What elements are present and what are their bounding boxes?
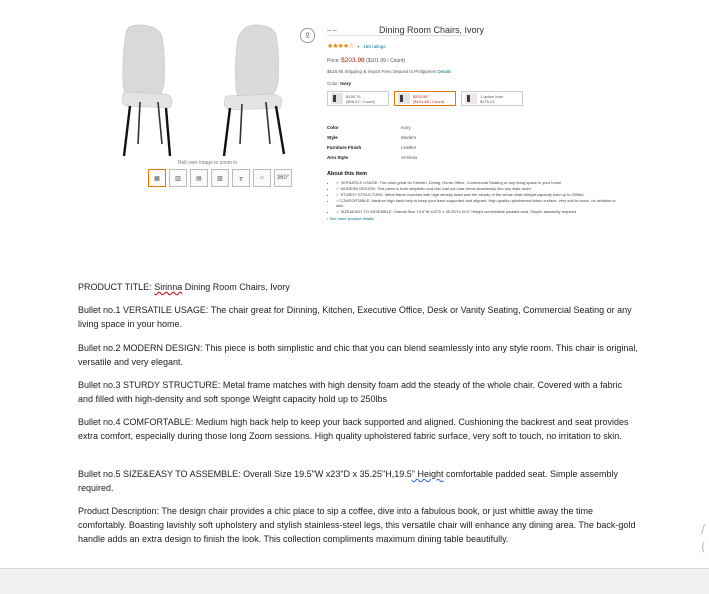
bullet5-part-a: Bullet no.5 SIZE&EASY TO ASSEMBLE: Overall Size 19.5"W x23"D x 35.25"H,19.5	[78, 469, 412, 479]
spec-row	[327, 133, 417, 143]
doc-bullet-4: Bullet no.4 COMFORTABLE: Medium high back help to keep your back supported and aligned. Cushioning the backrest and seat provides extra comfort, especially during those long Zoom sessions. High quality upholstered fabric surface, very soft to touch, no irritation to skin.	[78, 417, 629, 441]
about-bullet: • ✓ VERSATILE USAGE: The chair great for Kitchen, Dining, Home Office, Commercial Seating or any living space in your home.	[336, 180, 619, 186]
color-line	[327, 81, 351, 86]
product-title: Dining Room Chairs, Ivory	[379, 25, 485, 35]
see-more-link[interactable]: › See more product details	[327, 215, 374, 221]
right-edge-marks	[701, 520, 706, 556]
about-bullet: • ✓ STURDY STRUCTURE: Metal frame matches with high density foam add the steady of the whole chair.Weight capacity hold up to 250lbs	[336, 192, 619, 198]
option-per: ($06.67 / Count)	[346, 98, 375, 104]
doc-bullet-1: Bullet no.1 VERSATILE USAGE: The chair great for Dinning, Kitchen, Executive Office, Desk or Vanity Seating, Commercial Seating or any living space in your home.	[78, 305, 632, 329]
thumbnail-2[interactable]: ▥	[169, 169, 187, 187]
share-icon[interactable]: ⇪	[300, 28, 315, 43]
spec-value: Leather	[401, 145, 417, 150]
spec-key: Arm Style	[327, 155, 349, 160]
divider	[327, 35, 467, 36]
title-brand: Sirinna	[154, 282, 183, 292]
spec-row	[327, 143, 417, 153]
doc-product-description: Product Description: The design chair provides a chic place to sip a coffee, dive into a fabulous book, or just whittle away the time comfortably. Boasting lavishly soft upholstery and stylish stainless-steel legs, this versatile chair will enhance any dining area. The back-gold handle adds an extra design to finish the look. This collection compliments maximum dining table beautifully.	[78, 506, 636, 544]
color-options	[327, 91, 523, 106]
price-per-unit: ($101.99 / Count)	[366, 58, 405, 64]
spec-key: Furniture Finish	[327, 145, 362, 150]
about-bullet: • ✓ SIZE&EASY TO ASSEMBLE: Overall Size 19.5"W x23"D x 35.25"H,19.5" Height comfortable padded seat. Simple assembly required.	[336, 209, 619, 215]
color-value: Ivory	[340, 81, 352, 86]
option-1[interactable]	[327, 91, 389, 106]
product-info	[327, 18, 627, 270]
option-2[interactable]	[394, 91, 456, 106]
product-screenshot	[118, 18, 638, 270]
option-swatch	[398, 93, 410, 104]
bullet5-part-b: " Height	[411, 469, 444, 479]
spec-value: Armless	[401, 155, 418, 160]
about-list	[327, 180, 619, 215]
price: $203.98	[341, 57, 365, 64]
title-prefix: PRODUCT TITLE:	[78, 282, 155, 292]
about-bullet: • ✓ MODERN DESIGN: This piece is both simplistic and chic that you can blend seamlessly into any style room.	[336, 186, 619, 192]
option-price: $155.75	[346, 93, 361, 99]
thumbnail-3[interactable]: ▤	[190, 169, 208, 187]
thumbnail-5[interactable]: ╥	[232, 169, 250, 187]
doc-bullet-2: Bullet no.2 MODERN DESIGN: This piece is both simplistic and chic that you can blend seamlessly into any style room. This chair is original, versatile and very elegant.	[78, 343, 638, 367]
spec-row	[327, 153, 417, 163]
shipping-line	[327, 69, 451, 74]
thumbnail-strip	[148, 169, 292, 187]
brand-dash: – –	[327, 27, 337, 34]
title-rest: Dining Room Chairs, Ivory	[182, 282, 290, 292]
spec-value: Modern	[401, 135, 417, 140]
option-3[interactable]	[461, 91, 523, 106]
edge-mark: (	[701, 540, 706, 554]
star-rating[interactable]: ★★★★☆	[327, 43, 354, 50]
spec-row	[327, 123, 417, 133]
about-heading: About this item	[327, 171, 368, 177]
ratings-link[interactable]: 165 ratings	[363, 43, 386, 49]
about-bullet: • ✓COMFORTABLE: Medium high back help to keep your back supported and aligned. High quality upholstered fabric surface, very soft to touch, no irritation to skin.	[336, 198, 619, 209]
option-price: $203.98	[413, 93, 428, 99]
option-per: $175.23	[480, 98, 495, 104]
chevron-down-icon[interactable]: ▾	[357, 43, 360, 49]
bullet5-part-c: comfortable padded seat. Simple assembly required.	[78, 469, 619, 493]
color-label: Color:	[327, 81, 340, 86]
status-bar	[0, 568, 709, 594]
product-image-gallery	[118, 18, 311, 188]
spec-value: Ivory	[401, 125, 411, 130]
edge-mark: /	[701, 522, 706, 536]
spec-key: Color	[327, 125, 339, 130]
thumbnail-6[interactable]: ☼	[253, 169, 271, 187]
shipping-details-link[interactable]: Details	[437, 69, 452, 74]
price-label: Price:	[327, 58, 340, 64]
shipping-text: $516.95 Shipping & Import Fees Deposit to Philippines	[327, 69, 437, 74]
doc-bullet-3: Bullet no.3 STURDY STRUCTURE: Metal frame matches with high density foam add the steady of the whole chair. Covered with a fabric and filled with high-density and soft sponge Weight capacity hold up to 250lbs	[78, 380, 623, 404]
about-section	[327, 171, 619, 221]
price-line	[327, 57, 405, 64]
doc-bullet-5	[78, 467, 638, 495]
zoom-hint: Roll over image to zoom in	[178, 160, 238, 166]
option-per: ($101.88 / Count)	[413, 98, 445, 104]
rating-row	[327, 42, 386, 50]
thumbnail-4[interactable]: ▧	[211, 169, 229, 187]
thumbnail-1[interactable]: ▦	[148, 169, 166, 187]
spec-table	[327, 123, 417, 163]
option-swatch	[465, 93, 477, 104]
thumbnail-360[interactable]: 360°	[274, 169, 292, 187]
spec-key: Style	[327, 135, 338, 140]
option-price: 1 option from	[480, 93, 504, 99]
chair-image	[118, 22, 298, 162]
doc-product-title	[78, 280, 638, 294]
option-swatch	[331, 93, 343, 104]
